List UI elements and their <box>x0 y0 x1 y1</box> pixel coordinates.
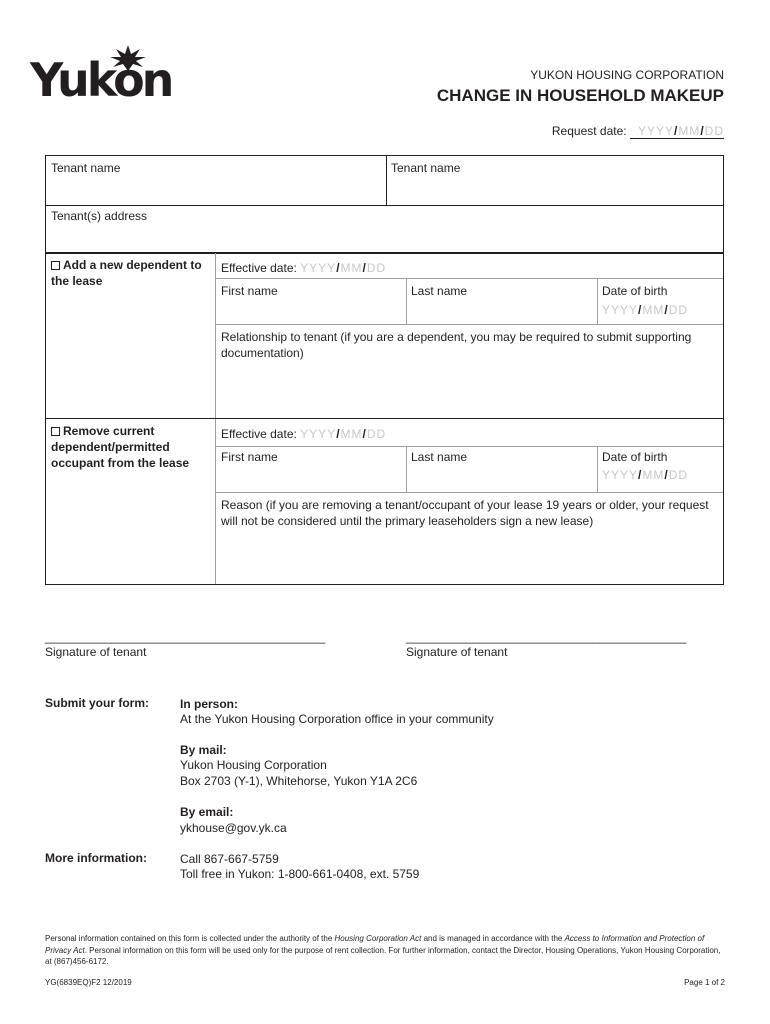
divider <box>46 205 723 206</box>
call-text: Call 867-667-5759 <box>180 852 279 866</box>
signature-label-2: Signature of tenant <box>406 645 508 659</box>
request-date-field[interactable]: YYYY/MM/DD <box>630 124 724 139</box>
divider <box>597 278 598 324</box>
request-date-label: Request date: <box>551 124 627 138</box>
form-code: YG(6839EQ)F2 12/2019 <box>45 978 132 987</box>
remove-dob-label: Date of birth <box>602 450 668 464</box>
yukon-logo <box>30 45 180 110</box>
divider <box>406 278 407 324</box>
tenant-name-field-1[interactable]: Tenant name <box>51 161 121 175</box>
email-link[interactable]: ykhouse@gov.yk.ca <box>180 821 287 835</box>
remove-dependent-checkbox[interactable] <box>51 427 60 436</box>
remove-last-name-field[interactable]: Last name <box>411 450 468 464</box>
add-dob-label: Date of birth <box>602 284 668 298</box>
divider <box>215 324 723 325</box>
submit-label: Submit your form: <box>45 696 149 710</box>
divider <box>46 252 723 254</box>
divider <box>386 156 387 206</box>
page-number: Page 1 of 2 <box>684 978 725 987</box>
add-dob-field[interactable]: YYYY/MM/DD <box>602 303 689 317</box>
mail-heading: By mail: <box>180 743 227 757</box>
signature-label-1: Signature of tenant <box>45 645 147 659</box>
add-last-name-field[interactable]: Last name <box>411 284 468 298</box>
more-info-label: More information: <box>45 851 147 865</box>
signature-line-1[interactable]: __________________________________________ <box>45 630 326 644</box>
tenant-address-field[interactable]: Tenant(s) address <box>51 209 148 223</box>
tenant-name-field-2[interactable]: Tenant name <box>391 161 461 175</box>
mail-line-2: Box 2703 (Y-1), Whitehorse, Yukon Y1A 2C6 <box>180 774 418 788</box>
divider <box>215 446 723 447</box>
add-dependent-option[interactable]: Add a new dependent to the lease <box>51 258 202 288</box>
add-effective-date[interactable]: Effective date: YYYY/MM/DD <box>221 261 387 275</box>
add-relationship-field[interactable]: Relationship to tenant (if you are a dependent, you may be required to submit supporting documentation) <box>221 330 692 360</box>
divider <box>46 418 723 419</box>
divider <box>597 446 598 492</box>
remove-first-name-field[interactable]: First name <box>221 450 278 464</box>
organization-name: YUKON HOUSING CORPORATION <box>530 68 724 82</box>
add-first-name-field[interactable]: First name <box>221 284 278 298</box>
divider <box>215 492 723 493</box>
add-dependent-checkbox[interactable] <box>51 261 60 270</box>
household-form <box>45 155 724 585</box>
remove-reason-field[interactable]: Reason (if you are removing a tenant/occupant of your lease 19 years or older, your request will not be considered until the primary leaseholders sign a new lease) <box>221 498 709 528</box>
mail-line-1: Yukon Housing Corporation <box>180 758 327 772</box>
request-date[interactable] <box>552 124 724 139</box>
divider <box>215 278 723 279</box>
signature-line-2[interactable]: __________________________________________ <box>406 630 687 644</box>
divider <box>406 446 407 492</box>
remove-dependent-option[interactable]: Remove current dependent/permitted occupant from the lease <box>51 424 190 470</box>
toll-free-text: Toll free in Yukon: 1-800-661-0408, ext. 5759 <box>180 867 420 881</box>
in-person-text: At the Yukon Housing Corporation office in your community <box>180 712 494 726</box>
email-heading: By email: <box>180 805 234 819</box>
privacy-notice: Personal information contained on this form is collected under the authority of the Housing Corporation Act and is managed in accordance with the Access to Information and Protection of Privacy Act. Personal information on this form will be used only for the purpose of rent collection. For further information, contact the Director, Housing Operations, Yukon Housing Corporation, at (867)456-6172. <box>45 934 721 966</box>
form-title: CHANGE IN HOUSEHOLD MAKEUP <box>436 86 724 105</box>
in-person-heading: In person: <box>180 697 239 711</box>
remove-effective-date[interactable]: Effective date: YYYY/MM/DD <box>221 427 387 441</box>
remove-dob-field[interactable]: YYYY/MM/DD <box>602 468 689 482</box>
logo-wordmark: Yukon <box>30 53 172 107</box>
